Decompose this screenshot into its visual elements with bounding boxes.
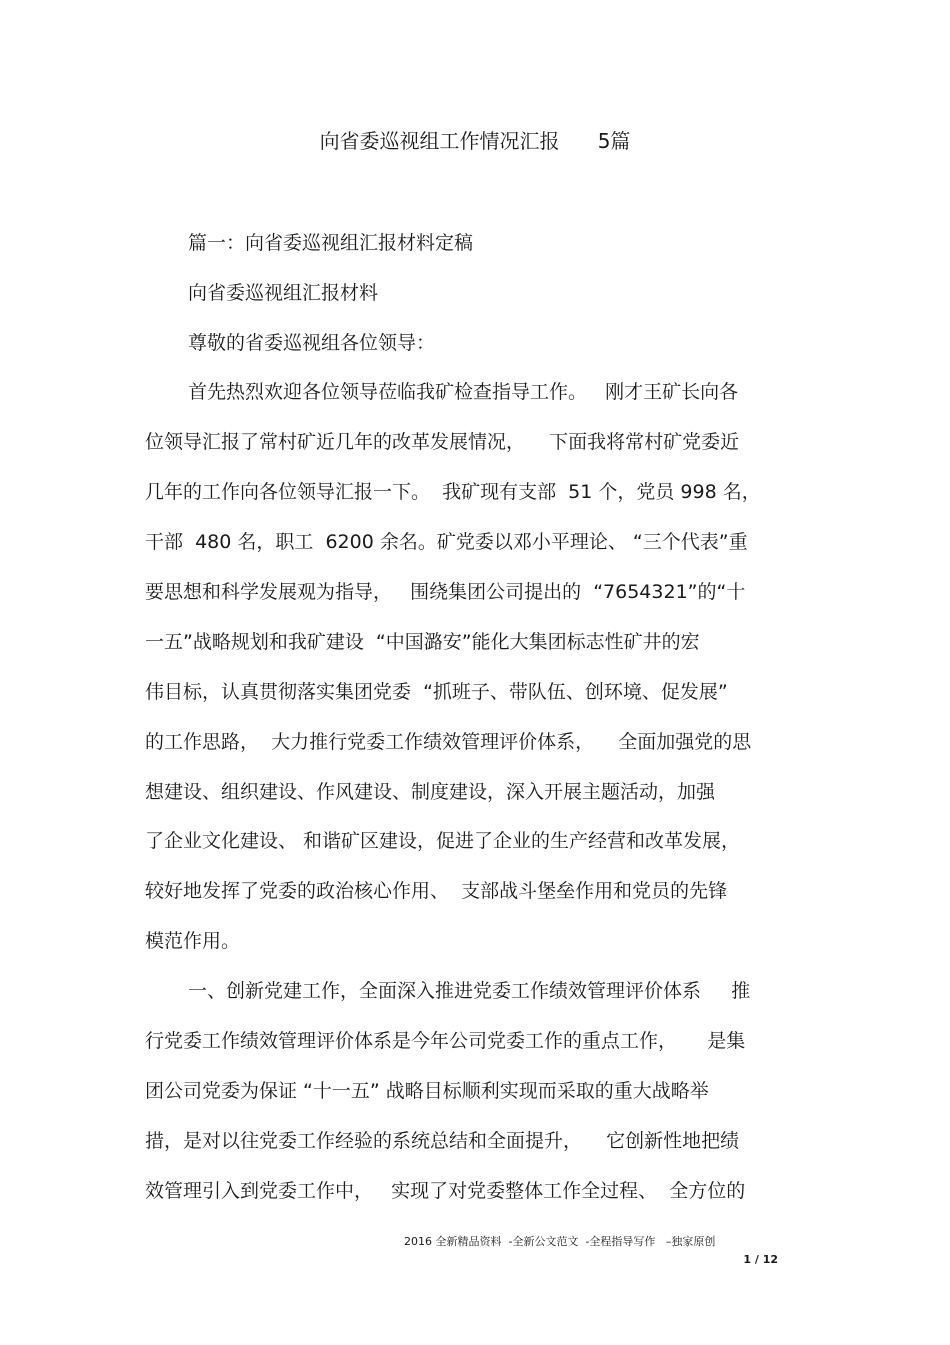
paragraph-line: 的工作思路， 大力推行党委工作绩效管理评价体系， 全面加强党的思 (145, 731, 752, 753)
section-heading: 篇一：向省委巡视组汇报材料定稿 (188, 232, 474, 254)
paragraph-line: 一五”战略规划和我矿建设 “中国潞安”能化大集团标志性矿井的宏 (145, 631, 700, 653)
paragraph-line: 行党委工作绩效管理评价体系是今年公司党委工作的重点工作， 是集 (145, 1030, 746, 1052)
paragraph-line: 了企业文化建设、 和谐矿区建设，促进了企业的生产经营和改革发展， (145, 830, 741, 852)
paragraph-line: 几年的工作向各位领导汇报一下。 我矿现有支部 51 个，党员 998 名， (145, 481, 761, 503)
paragraph-line: 位领导汇报了常村矿近几年的改革发展情况， 下面我将常村矿党委近 (145, 431, 740, 453)
footer-text: 2016 全新精品资料 -全新公文范文 -全程指导写作 –独家原创 (404, 1235, 716, 1248)
paragraph-line: 团公司党委为保证 “十一五” 战略目标顺利实现而采取的重大战略举 (145, 1080, 709, 1102)
paragraph-line: 措，是对以往党委工作经验的系统总结和全面提升， 它创新性地把绩 (145, 1130, 740, 1152)
paragraph-line: 首先热烈欢迎各位领导莅临我矿检查指导工作。 刚才王矿长向各 (188, 381, 739, 403)
paragraph-line: 效管理引入到党委工作中， 实现了对党委整体工作全过程、 全方位的 (145, 1180, 746, 1202)
paragraph-line: 干部 480 名，职工 6200 余名。矿党委以邓小平理论、 “三个代表”重 (145, 531, 748, 553)
paragraph-line: 较好地发挥了党委的政治核心作用、 支部战斗堡垒作用和党员的先锋 (145, 880, 728, 902)
paragraph-line: 伟目标，认真贯彻落实集团党委 “抓班子、带队伍、创环境、促发展” (145, 681, 728, 703)
subtitle: 向省委巡视组汇报材料 (188, 282, 379, 304)
paragraph-line: 想建设、组织建设、作风建设、制度建设，深入开展主题活动，加强 (145, 781, 716, 803)
paragraph-line: 模范作用。 (145, 930, 241, 952)
paragraph-line: 要思想和科学发展观为指导， 围绕集团公司提出的 “7654321”的“十 (145, 581, 746, 603)
page-number: 1 / 12 (743, 1253, 778, 1266)
paragraph-line: 一、创新党建工作，全面深入推进党委工作绩效管理评价体系 推 (188, 980, 751, 1002)
document-title: 向省委巡视组工作情况汇报 5篇 (319, 129, 631, 153)
salutation: 尊敬的省委巡视组各位领导： (188, 332, 436, 354)
